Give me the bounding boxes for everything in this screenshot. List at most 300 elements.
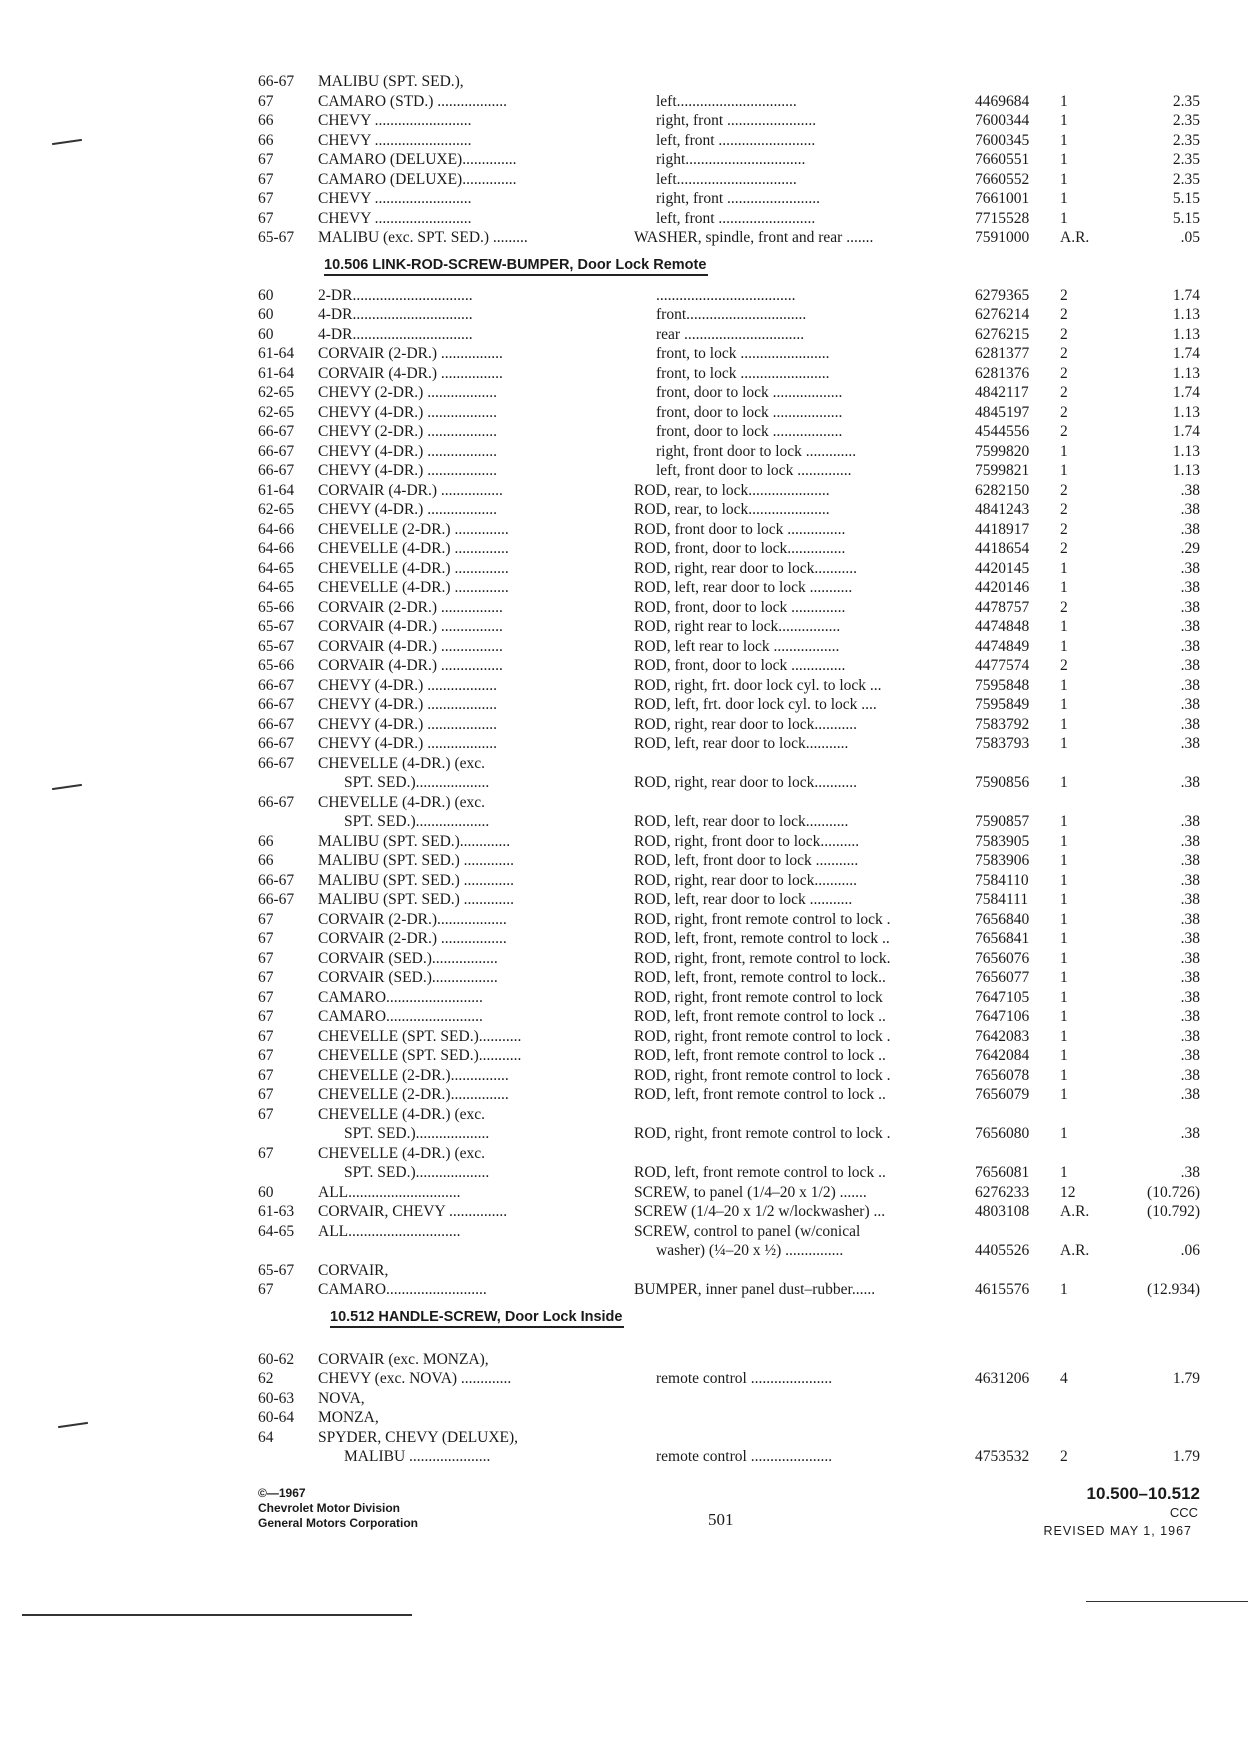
description-cell: front, door to lock .................. bbox=[656, 384, 843, 401]
part-number-cell: 7583792 bbox=[975, 715, 1030, 733]
table-row bbox=[0, 793, 1248, 813]
year-cell: 61-64 bbox=[258, 481, 295, 499]
year-cell: 66-67 bbox=[258, 462, 295, 479]
quantity-cell: 1 bbox=[1060, 618, 1068, 635]
description-cell: ROD, left, frt. door lock cyl. to lock .... bbox=[634, 696, 877, 713]
description-cell: ROD, front door to lock ............... bbox=[634, 520, 846, 538]
price-cell: 5.15 bbox=[1172, 190, 1200, 207]
quantity-cell: 1 bbox=[1060, 1066, 1068, 1084]
year-cell: 62 bbox=[258, 1370, 274, 1387]
description-cell: front, door to lock .................. bbox=[656, 403, 843, 421]
model-cell: CORVAIR (2-DR.).................. bbox=[318, 910, 507, 928]
model-cell: CORVAIR (2-DR.) ................. bbox=[318, 930, 507, 947]
year-cell: 62-65 bbox=[258, 403, 295, 421]
table-row bbox=[0, 1027, 1248, 1047]
model-cell: SPT. SED.)................... bbox=[344, 774, 490, 791]
description-cell: ROD, right, front remote control to lock . bbox=[634, 1125, 891, 1142]
description-cell: right, front door to lock ............. bbox=[656, 442, 857, 460]
table-row bbox=[0, 578, 1248, 598]
quantity-cell: 2 bbox=[1060, 286, 1068, 304]
price-cell: .38 bbox=[1180, 696, 1200, 713]
year-cell: 66 bbox=[258, 832, 274, 850]
model-cell: CAMARO (DELUXE).............. bbox=[318, 170, 517, 188]
price-cell: 2.35 bbox=[1172, 131, 1200, 149]
table-row bbox=[0, 189, 1248, 209]
description-cell: ROD, left, rear door to lock........... bbox=[634, 813, 849, 830]
table-row bbox=[0, 812, 1248, 832]
price-cell: .38 bbox=[1180, 813, 1200, 830]
table-row bbox=[0, 403, 1248, 423]
year-cell: 64-65 bbox=[258, 579, 295, 596]
table-row bbox=[0, 871, 1248, 891]
part-number-cell: 4420145 bbox=[975, 559, 1030, 577]
row-spacer bbox=[0, 1338, 1248, 1350]
model-cell: CORVAIR (exc. MONZA), bbox=[318, 1350, 489, 1368]
year-cell: 67 bbox=[258, 1047, 274, 1064]
model-cell: CORVAIR (2-DR.) ................ bbox=[318, 345, 503, 362]
table-row bbox=[0, 286, 1248, 306]
description-cell: WASHER, spindle, front and rear ....... bbox=[634, 229, 874, 246]
table-row bbox=[0, 520, 1248, 540]
part-number-cell: 6281376 bbox=[975, 364, 1030, 382]
model-cell: SPT. SED.)................... bbox=[344, 1125, 490, 1142]
year-cell: 64-66 bbox=[258, 520, 295, 538]
corporation-text: General Motors Corporation bbox=[258, 1516, 419, 1530]
table-row bbox=[0, 1369, 1248, 1389]
table-row bbox=[0, 968, 1248, 988]
price-cell: .38 bbox=[1180, 774, 1200, 791]
year-cell: 61-63 bbox=[258, 1203, 295, 1220]
quantity-cell: 1 bbox=[1060, 1164, 1068, 1181]
description-cell: ROD, right, front, remote control to lock. bbox=[634, 949, 891, 967]
year-cell: 67 bbox=[258, 1086, 274, 1103]
model-cell: CORVAIR (2-DR.) ................ bbox=[318, 598, 503, 616]
model-cell: CORVAIR (4-DR.) ................ bbox=[318, 657, 503, 674]
quantity-cell: 2 bbox=[1060, 403, 1068, 421]
description-cell: left............................... bbox=[656, 92, 797, 110]
part-number-cell: 7599820 bbox=[975, 442, 1030, 460]
table-row bbox=[0, 1280, 1248, 1300]
quantity-cell: 1 bbox=[1060, 871, 1068, 889]
price-cell: .38 bbox=[1180, 501, 1200, 518]
year-cell: 67 bbox=[258, 930, 274, 947]
quantity-cell: 1 bbox=[1060, 910, 1068, 928]
table-row bbox=[0, 715, 1248, 735]
price-cell: 1.13 bbox=[1172, 442, 1200, 460]
model-cell: MALIBU (exc. SPT. SED.) ......... bbox=[318, 229, 528, 246]
quantity-cell: 1 bbox=[1060, 559, 1068, 577]
quantity-cell: A.R. bbox=[1060, 229, 1090, 246]
table-row bbox=[0, 72, 1248, 92]
table-row bbox=[0, 949, 1248, 969]
year-cell: 67 bbox=[258, 1008, 274, 1025]
part-number-cell: 7656841 bbox=[975, 930, 1030, 947]
price-cell: (10.792) bbox=[1147, 1203, 1200, 1220]
quantity-cell: 4 bbox=[1060, 1370, 1068, 1387]
model-cell: CORVAIR (4-DR.) ................ bbox=[318, 481, 503, 499]
price-cell: .38 bbox=[1180, 481, 1200, 499]
year-cell: 66-67 bbox=[258, 423, 295, 440]
part-number-cell: 6276233 bbox=[975, 1183, 1030, 1201]
description-cell: left............................... bbox=[656, 170, 797, 188]
quantity-cell: 2 bbox=[1060, 520, 1068, 538]
quantity-cell: 1 bbox=[1060, 92, 1068, 110]
bottom-rule-right bbox=[1086, 1601, 1248, 1602]
year-cell: 66-67 bbox=[258, 754, 295, 772]
quantity-cell: 1 bbox=[1060, 949, 1068, 967]
part-number-cell: 4474849 bbox=[975, 637, 1030, 655]
price-cell: (12.934) bbox=[1147, 1281, 1200, 1298]
year-cell: 61-64 bbox=[258, 364, 295, 382]
year-cell: 65-66 bbox=[258, 598, 295, 616]
description-cell: ROD, left, front door to lock ........... bbox=[634, 852, 859, 869]
price-cell: .38 bbox=[1180, 637, 1200, 655]
part-number-cell: 7656077 bbox=[975, 969, 1030, 986]
quantity-cell: 1 bbox=[1060, 112, 1068, 129]
year-cell: 60 bbox=[258, 306, 274, 323]
part-number-cell: 6279365 bbox=[975, 286, 1030, 304]
model-cell: CHEVY ......................... bbox=[318, 190, 472, 207]
table-row bbox=[0, 1408, 1248, 1428]
model-cell: CHEVY (4-DR.) .................. bbox=[318, 715, 497, 733]
table-row bbox=[0, 754, 1248, 774]
year-cell: 65-67 bbox=[258, 229, 295, 246]
year-cell: 66-67 bbox=[258, 442, 295, 460]
price-cell: .38 bbox=[1180, 930, 1200, 947]
part-number-cell: 4478757 bbox=[975, 598, 1030, 616]
quantity-cell: 2 bbox=[1060, 481, 1068, 499]
description-cell: right............................... bbox=[656, 151, 806, 168]
description-cell: left, front door to lock .............. bbox=[656, 462, 852, 479]
price-cell: .38 bbox=[1180, 1125, 1200, 1142]
year-cell: 66-67 bbox=[258, 696, 295, 713]
part-number-cell: 4544556 bbox=[975, 423, 1030, 440]
model-cell: CHEVY (4-DR.) .................. bbox=[318, 696, 497, 713]
year-cell: 67 bbox=[258, 910, 274, 928]
footer-left bbox=[258, 1486, 418, 1531]
part-number-cell: 7595849 bbox=[975, 696, 1030, 713]
quantity-cell: 1 bbox=[1060, 735, 1068, 752]
quantity-cell: 2 bbox=[1060, 598, 1068, 616]
description-cell: rear ............................... bbox=[656, 325, 805, 343]
quantity-cell: 2 bbox=[1060, 1448, 1068, 1465]
year-cell: 61-64 bbox=[258, 345, 295, 362]
price-cell: .38 bbox=[1180, 618, 1200, 635]
model-cell: SPYDER, CHEVY (DELUXE), bbox=[318, 1428, 519, 1446]
quantity-cell: 2 bbox=[1060, 306, 1068, 323]
price-cell: .38 bbox=[1180, 1027, 1200, 1045]
part-number-cell: 4753532 bbox=[975, 1448, 1030, 1465]
quantity-cell: 1 bbox=[1060, 1281, 1068, 1298]
table-row bbox=[0, 364, 1248, 384]
year-cell: 67 bbox=[258, 190, 274, 207]
description-cell: ROD, right, rear door to lock........... bbox=[634, 715, 857, 733]
year-cell: 66-67 bbox=[258, 676, 295, 694]
description-cell: ROD, right, frt. door lock cyl. to lock ... bbox=[634, 676, 882, 694]
part-number-cell: 7661001 bbox=[975, 190, 1030, 207]
table-row bbox=[0, 1144, 1248, 1164]
quantity-cell: 2 bbox=[1060, 657, 1068, 674]
table-row bbox=[0, 695, 1248, 715]
table-row bbox=[0, 988, 1248, 1008]
table-row bbox=[0, 851, 1248, 871]
part-number-cell: 7590857 bbox=[975, 813, 1030, 830]
description-cell: ROD, left, rear door to lock ........... bbox=[634, 891, 853, 908]
year-cell: 60 bbox=[258, 325, 274, 343]
part-number-cell: 4631206 bbox=[975, 1370, 1030, 1387]
table-row bbox=[0, 209, 1248, 229]
quantity-cell: 1 bbox=[1060, 891, 1068, 908]
model-cell: CAMARO......................... bbox=[318, 988, 483, 1006]
table-row bbox=[0, 383, 1248, 403]
table-row bbox=[0, 1447, 1248, 1467]
part-number-cell: 7583906 bbox=[975, 852, 1030, 869]
year-cell: 66-67 bbox=[258, 871, 295, 889]
quantity-cell: 1 bbox=[1060, 832, 1068, 850]
price-cell: 2.35 bbox=[1172, 92, 1200, 110]
description-cell: ROD, left rear to lock ................. bbox=[634, 637, 840, 655]
footer-right bbox=[1020, 1484, 1200, 1540]
description-cell: ROD, front, door to lock .............. bbox=[634, 598, 846, 616]
part-number-cell: 7583905 bbox=[975, 832, 1030, 850]
model-cell: CHEVELLE (4-DR.) .............. bbox=[318, 579, 509, 596]
part-number-cell: 7715528 bbox=[975, 209, 1030, 227]
model-cell: MALIBU (SPT. SED.), bbox=[318, 73, 464, 90]
part-number-cell: 7584111 bbox=[975, 891, 1029, 908]
model-cell: CHEVY (4-DR.) .................. bbox=[318, 462, 497, 479]
price-cell: 1.13 bbox=[1172, 325, 1200, 343]
copyright-text: ©—1967 bbox=[258, 1486, 306, 1500]
year-cell: 66-67 bbox=[258, 793, 295, 811]
year-cell: 65-67 bbox=[258, 637, 295, 655]
table-row bbox=[0, 1007, 1248, 1027]
description-cell: ROD, left, front remote control to lock .. bbox=[634, 1008, 886, 1025]
table-row bbox=[0, 1241, 1248, 1261]
quantity-cell: 1 bbox=[1060, 579, 1068, 596]
part-number-cell: 6281377 bbox=[975, 345, 1030, 362]
price-cell: 1.13 bbox=[1172, 462, 1200, 479]
price-cell: .38 bbox=[1180, 735, 1200, 752]
table-row bbox=[0, 170, 1248, 190]
price-cell: 1.79 bbox=[1172, 1448, 1200, 1465]
part-number-cell: 7642084 bbox=[975, 1047, 1030, 1064]
model-cell: CHEVY (4-DR.) .................. bbox=[318, 403, 497, 421]
price-cell: .38 bbox=[1180, 852, 1200, 869]
model-cell: CHEVELLE (4-DR.) (exc. bbox=[318, 754, 486, 772]
table-row bbox=[0, 598, 1248, 618]
part-number-cell: 7642083 bbox=[975, 1027, 1030, 1045]
quantity-cell: 1 bbox=[1060, 1047, 1068, 1064]
part-number-cell: 4418917 bbox=[975, 520, 1030, 538]
table-row bbox=[0, 1428, 1248, 1448]
year-cell: 64-65 bbox=[258, 1222, 295, 1240]
model-cell: MALIBU (SPT. SED.) ............. bbox=[318, 891, 515, 908]
year-cell: 60 bbox=[258, 1183, 274, 1201]
price-cell: 1.79 bbox=[1172, 1370, 1200, 1387]
quantity-cell: 1 bbox=[1060, 442, 1068, 460]
year-cell: 66-67 bbox=[258, 73, 295, 90]
quantity-cell: 2 bbox=[1060, 384, 1068, 401]
quantity-cell: 1 bbox=[1060, 131, 1068, 149]
price-cell: .38 bbox=[1180, 657, 1200, 674]
price-cell: .38 bbox=[1180, 1086, 1200, 1103]
price-cell: .38 bbox=[1180, 1066, 1200, 1084]
description-cell: ROD, left, front, remote control to lock .. bbox=[634, 930, 890, 947]
description-cell: ROD, right, front remote control to lock . bbox=[634, 910, 891, 928]
quantity-cell: 1 bbox=[1060, 852, 1068, 869]
table-row bbox=[0, 910, 1248, 930]
quantity-cell: 1 bbox=[1060, 209, 1068, 227]
model-cell: CORVAIR (4-DR.) ................ bbox=[318, 364, 503, 382]
description-cell: washer) (¼–20 x ½) ............... bbox=[656, 1242, 844, 1259]
part-number-cell: 6282150 bbox=[975, 481, 1030, 499]
part-number-cell: 7656079 bbox=[975, 1086, 1030, 1103]
model-cell: CHEVELLE (4-DR.) (exc. bbox=[318, 793, 486, 811]
quantity-cell: A.R. bbox=[1060, 1242, 1090, 1259]
model-cell: CHEVELLE (2-DR.) .............. bbox=[318, 520, 509, 538]
model-cell: CORVAIR, bbox=[318, 1261, 389, 1279]
description-cell: left, front ......................... bbox=[656, 131, 816, 149]
description-cell: ROD, rear, to lock..................... bbox=[634, 481, 830, 499]
description-cell: .................................... bbox=[656, 286, 796, 304]
quantity-cell: 2 bbox=[1060, 423, 1068, 440]
page-number: 501 bbox=[708, 1510, 734, 1529]
quantity-cell: 1 bbox=[1060, 988, 1068, 1006]
price-cell: .38 bbox=[1180, 676, 1200, 694]
model-cell: CHEVY (exc. NOVA) ............. bbox=[318, 1370, 512, 1387]
table-row bbox=[0, 1202, 1248, 1222]
year-cell: 67 bbox=[258, 1066, 274, 1084]
model-cell: CHEVELLE (4-DR.) .............. bbox=[318, 559, 509, 577]
quantity-cell: A.R. bbox=[1060, 1203, 1090, 1220]
description-cell: BUMPER, inner panel dust–rubber...... bbox=[634, 1281, 876, 1298]
model-cell: 4-DR............................... bbox=[318, 306, 473, 323]
price-cell: .38 bbox=[1180, 871, 1200, 889]
price-cell: 5.15 bbox=[1172, 209, 1200, 227]
model-cell: CHEVELLE (4-DR.) (exc. bbox=[318, 1144, 486, 1162]
table-row bbox=[0, 1183, 1248, 1203]
year-cell: 67 bbox=[258, 209, 274, 227]
table-row bbox=[0, 150, 1248, 170]
year-cell: 67 bbox=[258, 988, 274, 1006]
description-cell: ROD, right, front remote control to lock . bbox=[634, 1066, 891, 1084]
year-cell: 62-65 bbox=[258, 501, 295, 518]
model-cell: CHEVELLE (SPT. SED.)........... bbox=[318, 1027, 522, 1045]
price-cell: .38 bbox=[1180, 1164, 1200, 1181]
price-cell: .38 bbox=[1180, 832, 1200, 850]
model-cell: CHEVY (4-DR.) .................. bbox=[318, 442, 497, 460]
quantity-cell: 1 bbox=[1060, 774, 1068, 791]
quantity-cell: 2 bbox=[1060, 540, 1068, 557]
section-range: 10.500–10.512 bbox=[1086, 1484, 1200, 1503]
year-cell: 67 bbox=[258, 1027, 274, 1045]
table-row bbox=[0, 1163, 1248, 1183]
price-cell: 1.13 bbox=[1172, 306, 1200, 323]
model-cell: SPT. SED.)................... bbox=[344, 813, 490, 830]
table-row bbox=[0, 676, 1248, 696]
price-cell: .38 bbox=[1180, 949, 1200, 967]
table-row bbox=[0, 734, 1248, 754]
description-cell: ROD, left, front remote control to lock .. bbox=[634, 1047, 886, 1064]
table-row bbox=[0, 1085, 1248, 1105]
part-number-cell: 4842117 bbox=[975, 384, 1029, 401]
price-cell: .06 bbox=[1180, 1242, 1200, 1259]
quantity-cell: 1 bbox=[1060, 1008, 1068, 1025]
year-cell: 64-66 bbox=[258, 540, 295, 557]
description-cell: right, front ........................ bbox=[656, 190, 821, 207]
revised-date: REVISED MAY 1, 1967 bbox=[1043, 1524, 1192, 1538]
year-cell: 66 bbox=[258, 131, 274, 149]
table-row bbox=[0, 832, 1248, 852]
model-cell: CAMARO (STD.) .................. bbox=[318, 92, 508, 110]
quantity-cell: 1 bbox=[1060, 1125, 1068, 1142]
year-cell: 67 bbox=[258, 151, 274, 168]
table-row bbox=[0, 656, 1248, 676]
part-number-cell: 7656840 bbox=[975, 910, 1030, 928]
quantity-cell: 1 bbox=[1060, 462, 1068, 479]
price-cell: .38 bbox=[1180, 988, 1200, 1006]
description-cell: SCREW, control to panel (w/conical bbox=[634, 1222, 861, 1240]
description-cell: ROD, rear, to lock..................... bbox=[634, 501, 830, 518]
part-number-cell: 4615576 bbox=[975, 1281, 1030, 1298]
table-row bbox=[0, 228, 1248, 248]
description-cell: SCREW (1/4–20 x 1/2 w/lockwasher) ... bbox=[634, 1203, 886, 1220]
description-cell: ROD, left, front remote control to lock .. bbox=[634, 1164, 886, 1181]
year-cell: 64 bbox=[258, 1428, 274, 1446]
table-row bbox=[0, 481, 1248, 501]
part-number-cell: 7656081 bbox=[975, 1164, 1030, 1181]
price-cell: .38 bbox=[1180, 598, 1200, 616]
model-cell: MALIBU (SPT. SED.)............. bbox=[318, 832, 511, 850]
part-number-cell: 7600345 bbox=[975, 131, 1030, 149]
part-number-cell: 4420146 bbox=[975, 579, 1030, 596]
quantity-cell: 1 bbox=[1060, 1086, 1068, 1103]
price-cell: 2.35 bbox=[1172, 112, 1200, 129]
table-row bbox=[0, 1389, 1248, 1409]
division-text: Chevrolet Motor Division bbox=[258, 1501, 401, 1515]
year-cell: 66-67 bbox=[258, 735, 295, 752]
model-cell: MALIBU (SPT. SED.) ............. bbox=[318, 871, 515, 889]
year-cell: 67 bbox=[258, 170, 274, 188]
price-cell: 1.13 bbox=[1172, 364, 1200, 382]
table-row bbox=[0, 422, 1248, 442]
table-row bbox=[0, 500, 1248, 520]
table-row bbox=[0, 305, 1248, 325]
footer-code: CCC bbox=[1169, 1505, 1198, 1520]
part-number-cell: 4418654 bbox=[975, 540, 1030, 557]
table-row bbox=[0, 773, 1248, 793]
model-cell: ALL............................. bbox=[318, 1222, 461, 1240]
year-cell: 66 bbox=[258, 112, 274, 129]
price-cell: 2.35 bbox=[1172, 151, 1200, 168]
description-cell: front, to lock ....................... bbox=[656, 364, 830, 382]
year-cell: 66-67 bbox=[258, 891, 295, 908]
part-number-cell: 4405526 bbox=[975, 1242, 1030, 1259]
table-row bbox=[0, 637, 1248, 657]
model-cell: CORVAIR, CHEVY ............... bbox=[318, 1203, 508, 1220]
part-number-cell: 7584110 bbox=[975, 871, 1029, 889]
part-number-cell: 7656080 bbox=[975, 1125, 1030, 1142]
quantity-cell: 1 bbox=[1060, 715, 1068, 733]
part-number-cell: 7590856 bbox=[975, 774, 1030, 791]
price-cell: 1.74 bbox=[1172, 345, 1200, 362]
table-row bbox=[0, 1124, 1248, 1144]
model-cell: CHEVY (2-DR.) .................. bbox=[318, 384, 497, 401]
quantity-cell: 2 bbox=[1060, 325, 1068, 343]
price-cell: .38 bbox=[1180, 910, 1200, 928]
year-cell: 65-67 bbox=[258, 618, 295, 635]
year-cell: 67 bbox=[258, 1105, 274, 1123]
